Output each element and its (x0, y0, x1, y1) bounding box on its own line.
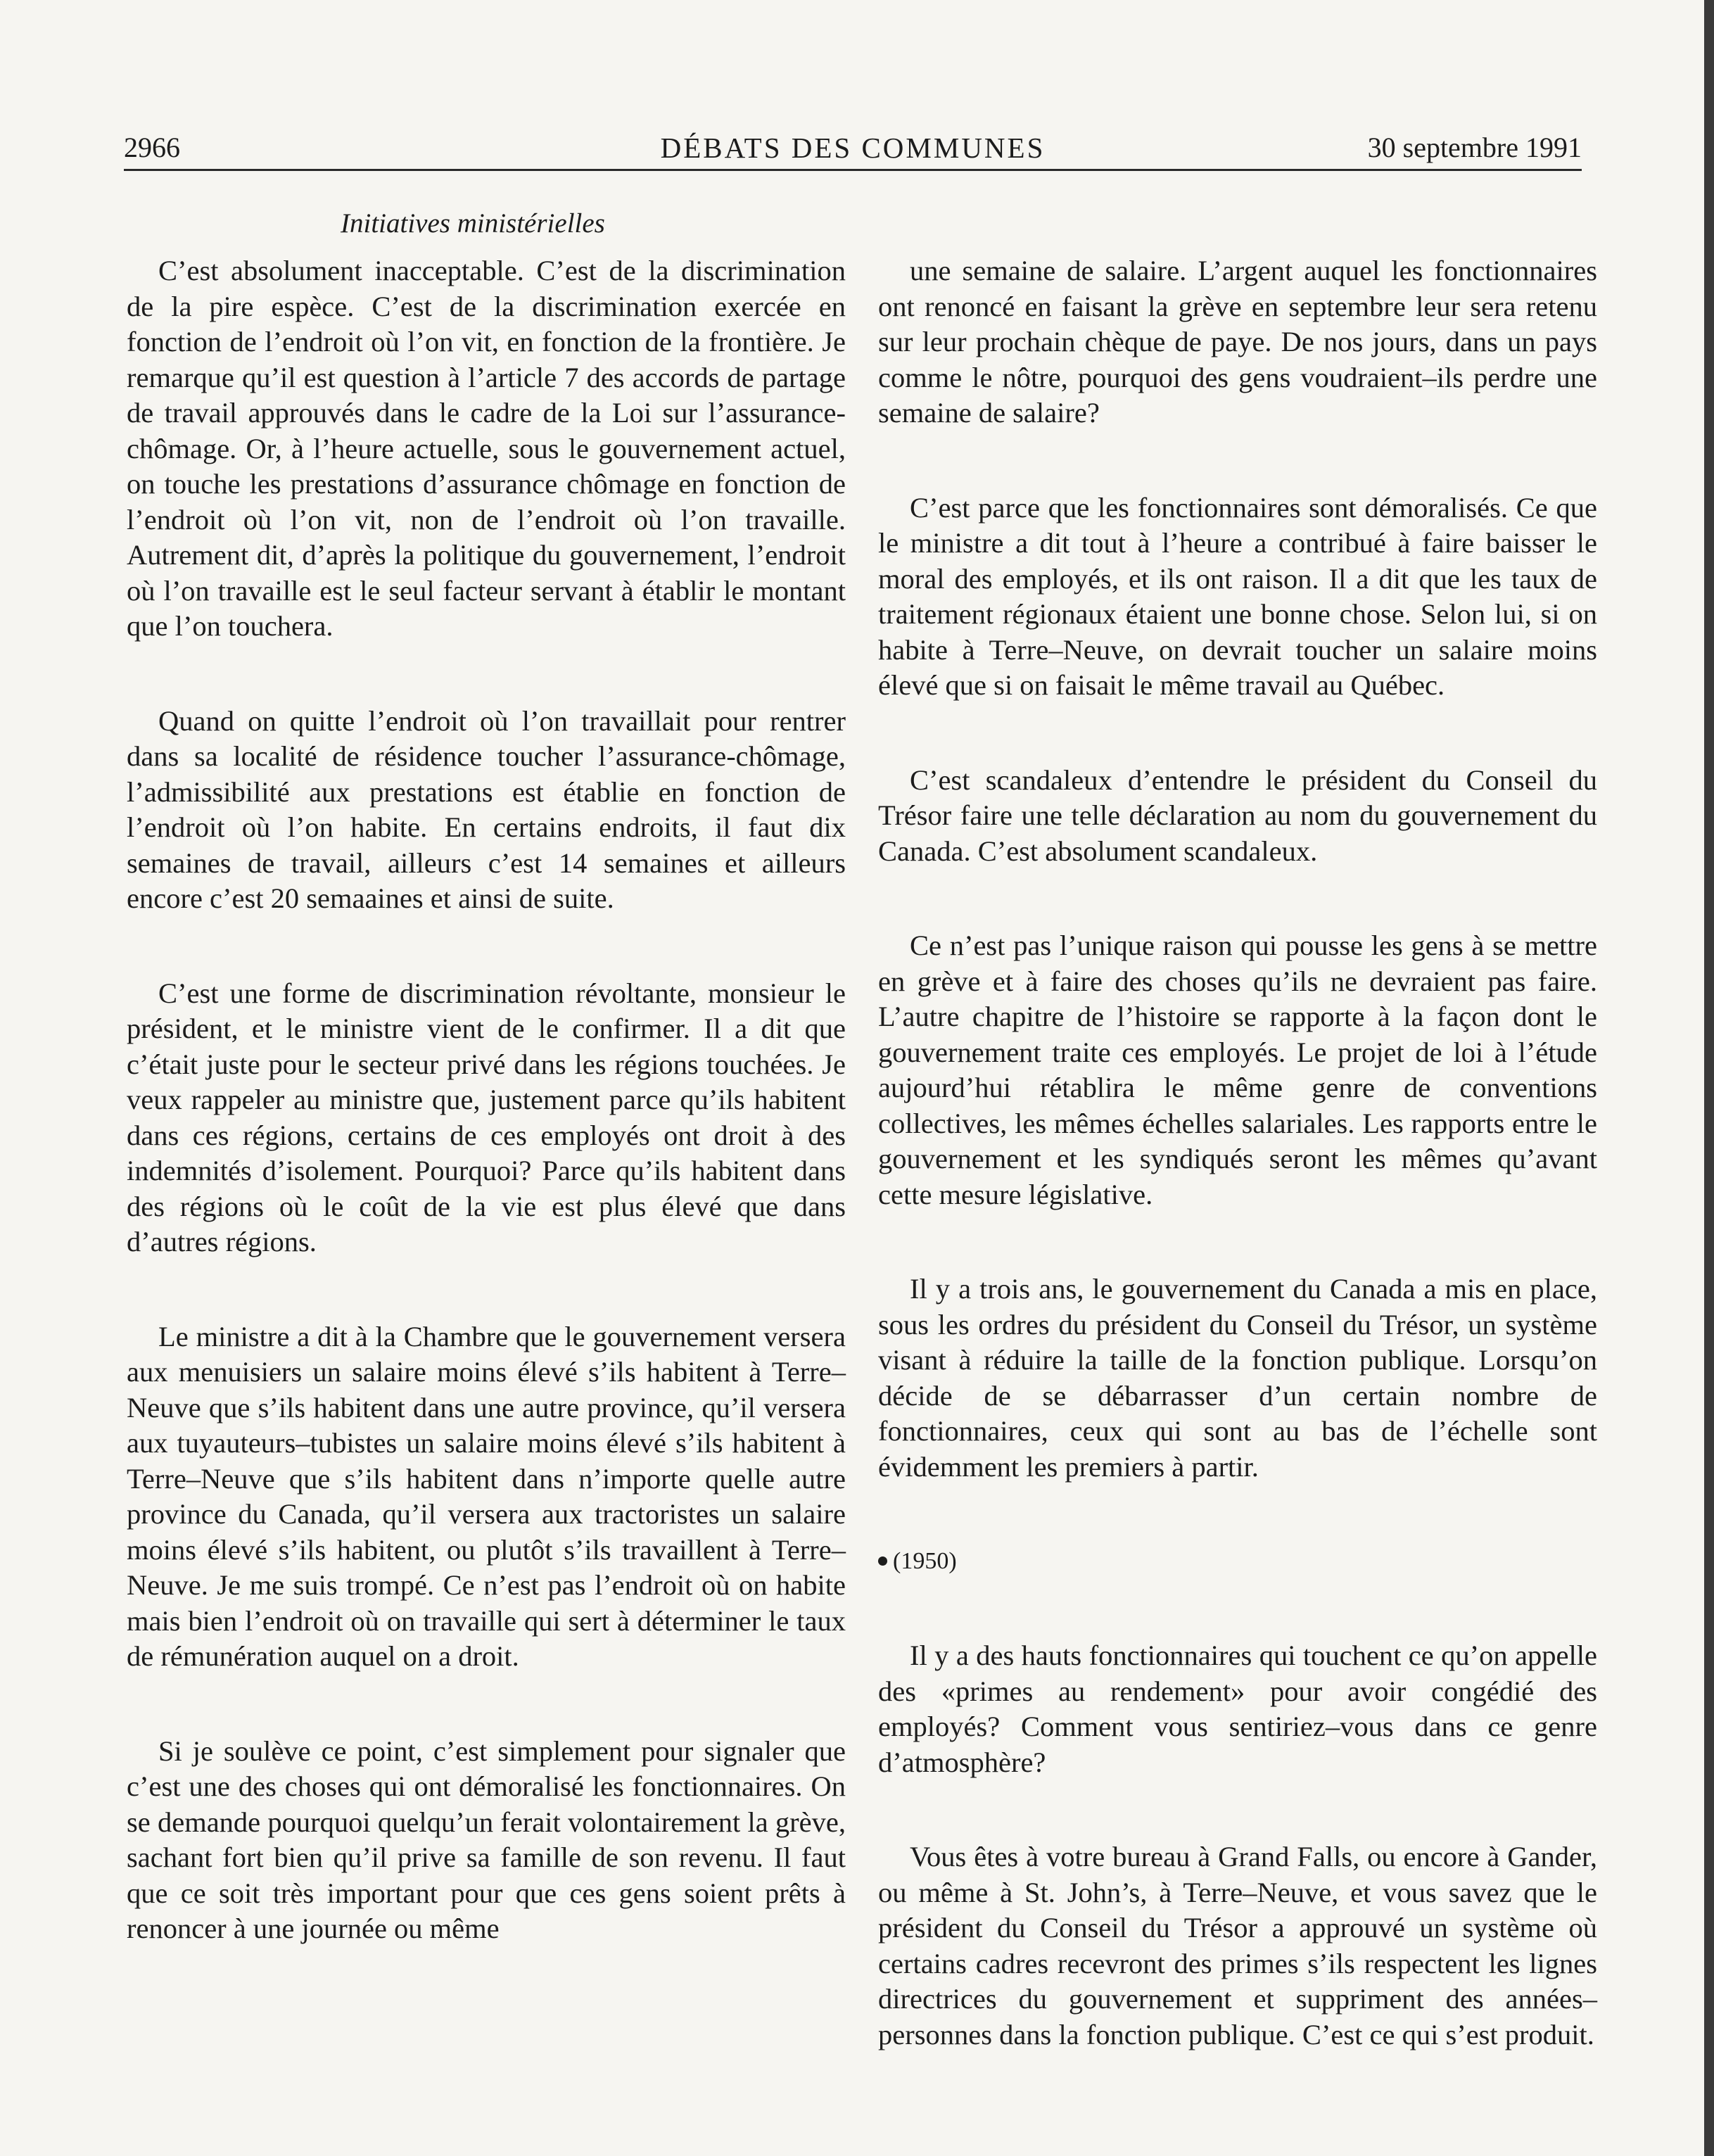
paragraph: Le ministre a dit à la Chambre que le gouvernement versera aux menuisiers un salaire moins élevé s’ils habitent à Terre–Neuve que s’ils habitent dans une autre province, qu’il versera aux tuyauteurs–tubistes un salaire moins élevé s’ils habitent à Terre–Neuve que s’ils habitent dans n’importe quelle autre province du Canada, qu’il versera aux tractoristes un salaire moins élevé s’ils habitent, ou plutôt s’ils travaillent à Terre–Neuve. Je me suis trompé. Ce n’est pas l’endroit où on habite mais bien l’endroit où on travaille qui sert à déterminer le taux de rémunération auquel on a droit. (127, 1320, 846, 1672)
paragraph: C’est parce que les fonctionnaires sont démoralisés. Ce que le ministre a dit tout à l’heure a contribué à faire baisser le moral des employés, et ils ont raison. Il a dit que les taux de traitement régionaux étaient une bonne chose. Selon lui, si on habite à Terre–Neuve, on devrait toucher un salaire moins élevé que si on faisait le même travail au Québec. (878, 491, 1597, 701)
time-marker-text: (1950) (893, 1548, 957, 1574)
publication-date: 30 septembre 1991 (1367, 132, 1582, 163)
paragraph: C’est une forme de discrimination révoltante, monsieur le président, et le ministre vient de le confirmer. Il a dit que c’était juste pour le secteur privé dans les régions touchées. Je veux rappeler au ministre que, justement parce qu’ils habitent dans ces régions, certains de ces employés ont droit à des indemnités d’isolement. Pourquoi? Parce qu’ils habitent dans des régions où le coût de la vie est plus élevé que dans d’autres régions. (127, 977, 846, 1257)
page-number: 2966 (124, 132, 180, 163)
publication-title: DÉBATS DES COMMUNES (660, 132, 1046, 164)
time-marker (878, 1544, 1597, 1579)
paragraph: C’est absolument inacceptable. C’est de la discrimination de la pire espèce. C’est de la discrimination exercée en fonction de l’endroit où l’on vit, en fonction de la frontière. Je remarque qu’il est question à l’article 7 des accords de partage de travail approuvés dans le cadre de la Loi sur l’assurance-chômage. Or, à l’heure actuelle, sous le gouvernement actuel, on touche les prestations d’assurance chômage en fonction de l’endroit où l’on vit, non de l’endroit où l’on travaille. Autrement dit, d’après la politique du gouvernement, l’endroit où l’on travaille est le seul facteur servant à établir le montant que l’on touchera. (127, 255, 846, 642)
paragraph: Si je soulève ce point, c’est simplement pour signaler que c’est une des choses qui ont démoralisé les fonctionnaires. On se demande pourquoi quelqu’un ferait volontairement la grève, sachant fort bien qu’il prive sa famille de son revenu. Il faut que ce soit très important pour que ces gens soient prêts à renoncer à une journée ou même (127, 1735, 846, 1944)
bullet-icon (878, 1556, 887, 1566)
paragraph: une semaine de salaire. L’argent auquel les fonctionnaires ont renoncé en faisant la grève en septembre leur sera retenu sur leur prochain chèque de paye. De nos jours, dans un pays comme le nôtre, pourquoi des gens voudraient–ils perdre une semaine de salaire? (878, 255, 1597, 429)
paragraph: Il y a trois ans, le gouvernement du Canada a mis en place, sous les ordres du président du Conseil du Trésor, un système visant à réduire la taille de la fonction publique. Lorsqu’on décide de se débarrasser d’un certain nombre de fonctionnaires, ceux qui sont au bas de l’échelle sont évidemment les premiers à partir. (878, 1273, 1597, 1483)
scan-edge (1704, 0, 1714, 2156)
paragraph: Il y a des hauts fonctionnaires qui touchent ce qu’on appelle des «primes au rendement» pour avoir congédié des employés? Comment vous sentiriez–vous dans ce genre d’atmosphère? (878, 1640, 1597, 1778)
section-title: Initiatives ministérielles (341, 208, 605, 239)
paragraph: Vous êtes à votre bureau à Grand Falls, ou encore à Gander, ou même à St. John’s, à Terre–Neuve, et vous savez que le président du Conseil du Trésor a approuvé un système où certains cadres recevront des primes s’ils respectent les lignes directrices du gouvernement et suppriment des années–personnes dans la fonction publique. C’est ce qui s’est produit. (878, 1841, 1597, 2050)
left-column (127, 253, 846, 2006)
page-header (124, 128, 1582, 167)
paragraph: Ce n’est pas l’unique raison qui pousse les gens à se mettre en grève et à faire des choses qu’ils ne devraient pas faire. L’autre chapitre de l’histoire se rapporte à la façon dont le gouvernement traite ces employés. Le projet de loi à l’étude aujourd’hui rétablira le même genre de conventions collectives, les mêmes échelles salariales. Les rapports entre le gouvernement et les syndiqués seront les mêmes qu’avant cette mesure législative. (878, 930, 1597, 1210)
header-rule (124, 169, 1582, 171)
paragraph: Quand on quitte l’endroit où l’on travaillait pour rentrer dans sa localité de résidence toucher l’assurance-chômage, l’admissibilité aux prestations est établie en fonction de l’endroit où l’on habite. En certains endroits, il faut dix semaines de travail, ailleurs c’est 14 semaines et ailleurs encore c’est 20 semaaines et ainsi de suite. (127, 704, 846, 914)
right-column (878, 253, 1597, 2112)
paragraph: C’est scandaleux d’entendre le président du Conseil du Trésor faire une telle déclaration au nom du gouvernement du Canada. C’est absolument scandaleux. (878, 763, 1597, 867)
